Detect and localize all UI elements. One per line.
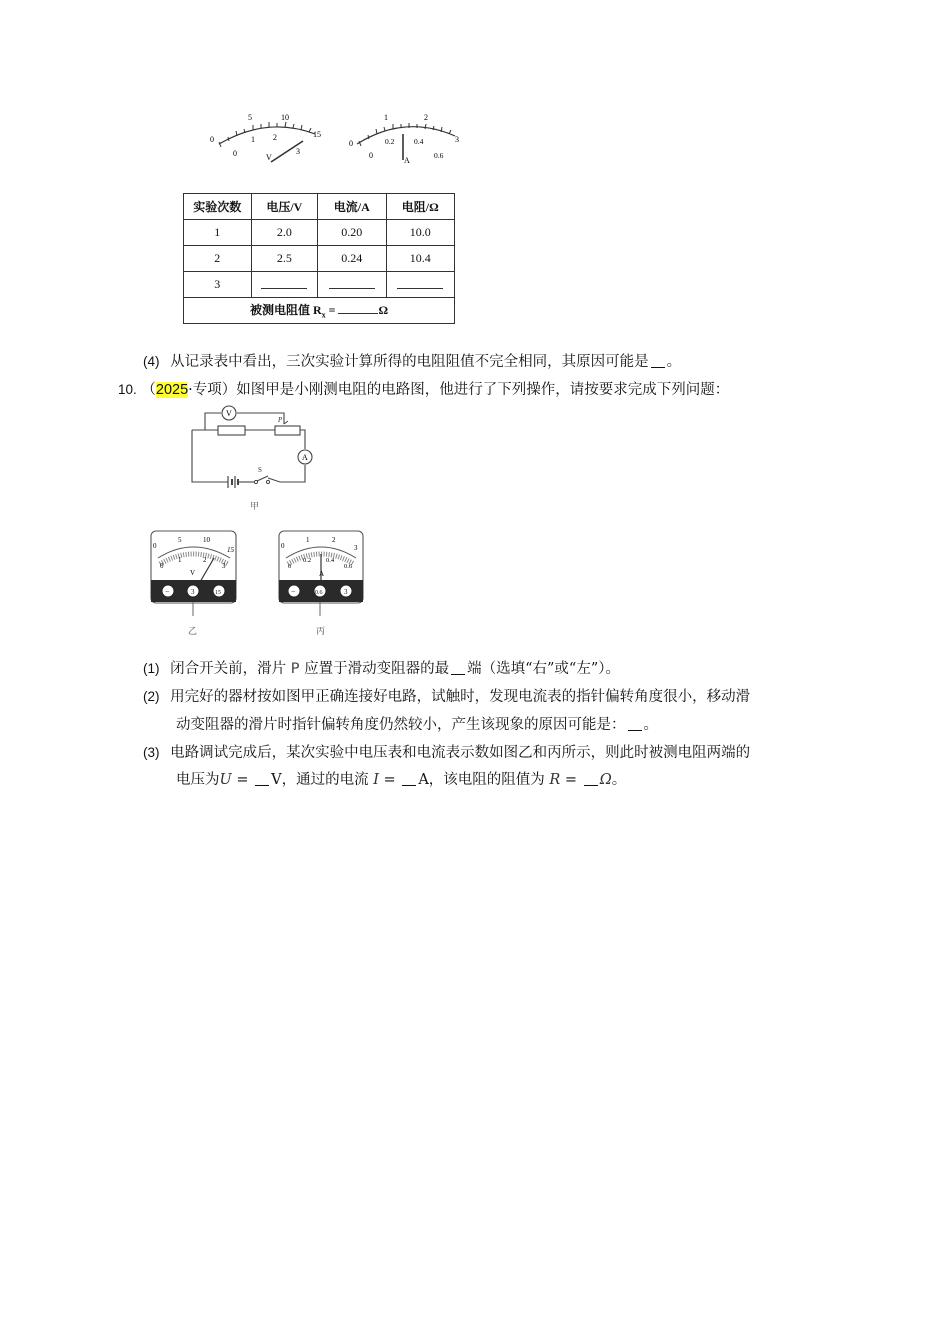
answer-blank[interactable] [651,353,665,368]
answer-blank-resistance[interactable] [584,771,598,786]
circuit-label-P: P [278,416,283,424]
table-footer-row [184,298,455,324]
table-cell-blank [318,272,386,298]
rheostat-icon [275,426,300,435]
volt-bottom-1: 1 [251,135,255,144]
question-10-2 [143,687,750,707]
answer-blank-voltage[interactable] [255,771,269,786]
subquestion-number: (4) [143,354,160,369]
circuit-label-A: A [302,453,308,462]
table-cell: 10.4 [386,246,454,272]
volt-bottom-0: 0 [233,149,237,158]
question-end: 。 [611,772,627,788]
volt-top-label: 5 [178,536,182,544]
source-open: （ [141,382,156,398]
equals: = [231,772,254,788]
amp-top-label: 2 [332,536,336,544]
table-cell: 1 [184,220,252,246]
table-cell-blank [386,272,454,298]
question-end: 。 [666,354,682,370]
table-cell: 10.0 [386,220,454,246]
volt-bottom-3: 3 [296,147,300,156]
table-cell: 2.5 [251,246,317,272]
table-row [184,272,455,298]
question-10-3-line2 [176,770,626,790]
question-text: 如图甲是小刚测电阻的电路图，他进行了下列操作，请按要求完成下列问题： [236,382,730,398]
circuit-wires [192,413,305,482]
amp-unit-label: A [319,570,325,578]
table-header: 电压/V [251,194,317,220]
meters-figure [148,528,378,640]
battery-icon [228,476,238,488]
meter-caption: 乙 [188,626,198,636]
record-table-wrap [183,193,455,324]
terminal-label: − [291,587,296,596]
amp-left-zero: 0 [349,139,353,148]
subquestion-number: (3) [143,745,160,760]
question-text: 端（选填“右”或“左”）。 [467,661,620,677]
terminal-label: − [165,587,170,596]
table-row [184,246,455,272]
footer-sub: x [321,310,326,320]
amp-bottom-0: 0 [369,151,373,160]
year-highlight: 2025 [155,382,189,398]
amp-unit: A [404,156,410,165]
question-text: 闭合开关前，滑片 [170,661,287,677]
volt-end-15: 15 [313,130,321,139]
volt-top-5: 5 [248,113,252,122]
volt-unit: V [266,153,272,162]
question-text: 应置于滑动变阻器的最 [304,661,450,677]
switch-icon [254,476,269,484]
volt-unit-label: V [190,569,196,577]
resistor-icon [218,426,245,435]
question-10-1 [143,659,620,679]
table-cell: 3 [184,272,252,298]
terminal-label: 0.6 [315,590,323,596]
terminal-label: 3 [191,588,195,596]
amp-top-1: 1 [384,113,388,122]
footer-eq: = [325,303,336,318]
table-cell: 2 [184,246,252,272]
question-9-4 [143,352,681,372]
question-text: 从记录表中看出，三次实验计算所得的电阻阻值不完全相同，其原因可能是 [170,354,649,370]
table-row [184,220,455,246]
subquestion-number: (2) [143,689,160,704]
question-text: 电压为 [176,772,220,788]
volt-bottom-label: 1 [178,556,182,564]
volt-bottom-label: 0 [160,562,164,570]
var-U: U [219,772,232,788]
amp-top-2: 2 [424,113,428,122]
top-meters-figure [205,108,465,170]
volt-top-label: 0 [153,542,157,550]
amp-top-label: 3 [354,544,358,552]
amp-bottom-0.6: 0.6 [434,151,444,160]
question-text: 动变阻器的滑片时指针偏转角度仍然较小，产生该现象的原因可能是： [176,717,626,733]
amp-end-3: 3 [455,135,459,144]
volt-top-10: 10 [281,113,289,122]
unit-ohm: Ω [599,772,612,788]
var-P: P [290,661,300,677]
question-10 [118,380,729,400]
table-cell-blank [251,272,317,298]
terminal-label: 15 [215,590,221,596]
question-text: A，该电阻的阻值为 [418,772,545,788]
question-end: 。 [643,717,658,733]
volt-top-label: 15 [227,546,234,554]
question-10-2-line2 [176,715,658,735]
amp-top-label: 1 [306,536,310,544]
amp-bottom-0.2: 0.2 [385,137,395,146]
volt-bottom-2: 2 [273,133,277,142]
question-number: 10. [118,382,137,397]
circuit-label-V: V [226,409,232,418]
amp-bottom-0.4: 0.4 [414,137,424,146]
table-header: 实验次数 [184,194,252,220]
equals: = [560,772,582,788]
answer-blank[interactable] [451,660,465,675]
circuit-caption: 甲 [250,501,260,511]
footer-label: 被测电阻值 R [249,303,322,318]
var-I: I [373,772,379,788]
table-cell: 2.0 [251,220,317,246]
amp-bottom-label: 0.4 [326,557,335,564]
volt-left-zero: 0 [210,135,214,144]
question-text: 用完好的器材按如图甲正确连接好电路，试触时，发现电流表的指针偏转角度很小，移动滑 [170,689,751,705]
answer-blank-current[interactable] [402,771,416,786]
amp-bottom-label: 0.6 [344,563,353,570]
meter-caption: 丙 [316,626,326,636]
footer-unit: Ω [378,303,389,318]
table-header: 电阻/Ω [386,194,454,220]
slider-arrow-icon [284,421,288,424]
question-text: 电路调试完成后，某次实验中电压表和电流表示数如图乙和丙所示，则此时被测电阻两端的 [170,745,751,761]
answer-blank[interactable] [628,716,642,731]
source-tag: ·专项） [188,382,237,398]
volt-top-label: 10 [203,536,210,544]
question-10-3 [143,743,750,763]
circuit-label-S: S [258,466,262,474]
amp-top-label: 0 [281,542,285,550]
table-cell: 0.24 [318,246,386,272]
equals: = [378,772,401,788]
amp-bottom-label: 0.2 [303,557,312,564]
amp-bottom-label: 0 [288,563,292,570]
table-cell: 0.20 [318,220,386,246]
record-table [183,193,455,324]
volt-bottom-label: 3 [222,562,226,570]
table-header-row [184,194,455,220]
volt-bottom-label: 2 [203,556,207,564]
circuit-diagram [180,405,380,517]
subquestion-number: (1) [143,661,160,676]
terminal-label: 3 [344,588,348,596]
table-header: 电流/A [318,194,386,220]
var-R: R [549,772,561,788]
table-footer [184,298,455,324]
question-text: V，通过的电流 [271,772,369,788]
